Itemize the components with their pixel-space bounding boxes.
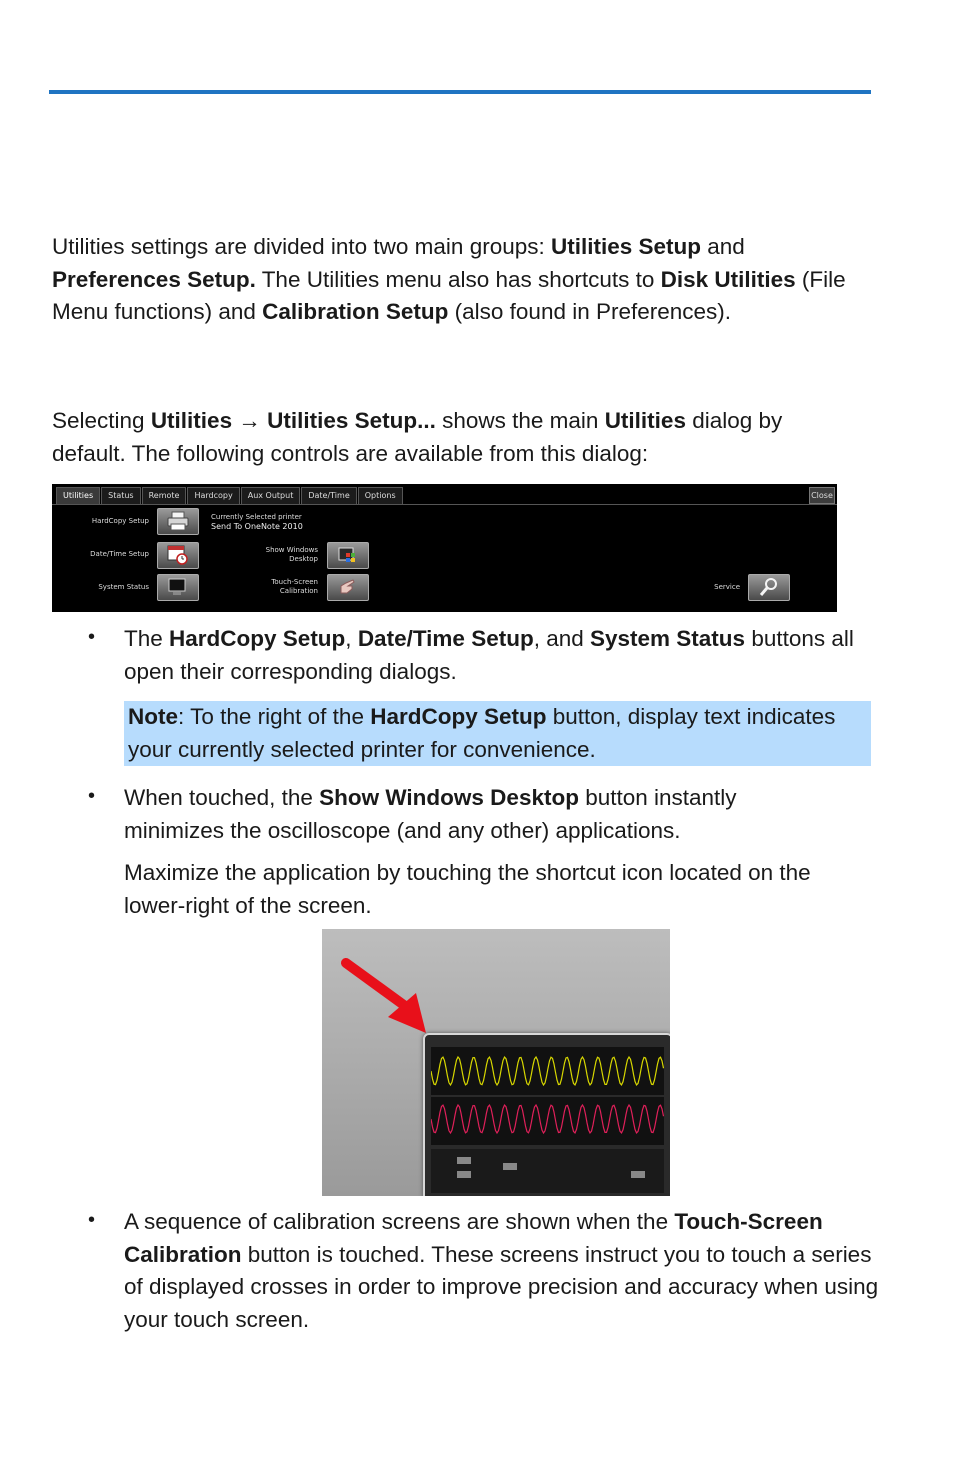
tab-divider bbox=[52, 504, 837, 505]
note-text: Note: To the right of the HardCopy Setup button, display text indicates your currently selected printer for convenience. bbox=[128, 704, 836, 762]
bullet-marker: • bbox=[88, 1209, 96, 1231]
magnifier-icon bbox=[758, 577, 780, 597]
scope-mini-button bbox=[457, 1171, 471, 1178]
bullet-marker: • bbox=[88, 626, 96, 648]
tab-aux-output[interactable]: Aux Output bbox=[241, 487, 301, 504]
scope-mini-button bbox=[503, 1163, 517, 1170]
show-desktop-label-line2: Desktop bbox=[289, 555, 318, 563]
scope-control-panel bbox=[431, 1149, 664, 1193]
utilities-dialog bbox=[52, 484, 837, 612]
touch-hand-icon bbox=[337, 577, 359, 597]
date-time-setup-label: Date/Time Setup bbox=[90, 550, 149, 558]
tab-hardcopy[interactable]: Hardcopy bbox=[187, 487, 239, 504]
calendar-clock-icon bbox=[167, 545, 189, 565]
monitor-icon bbox=[167, 577, 189, 597]
bullet-hardcopy-datetime-status: The HardCopy Setup, Date/Time Setup, and System Status buttons all open their corresponding dialogs. bbox=[124, 626, 854, 684]
touch-cal-label-line2: Calibration bbox=[279, 587, 318, 595]
touch-screen-calibration-button[interactable] bbox=[327, 574, 369, 601]
bullet-marker: • bbox=[88, 785, 96, 807]
yellow-trace bbox=[431, 1057, 664, 1085]
show-desktop-label-line1: Show Windows bbox=[265, 546, 318, 554]
hardcopy-setup-label: HardCopy Setup bbox=[91, 517, 149, 525]
tab-date-time[interactable]: Date/Time bbox=[301, 487, 356, 504]
hardcopy-setup-button[interactable] bbox=[157, 508, 199, 535]
red-arrow-icon bbox=[340, 957, 450, 1037]
tab-remote[interactable]: Remote bbox=[142, 487, 187, 504]
note-box bbox=[124, 701, 871, 766]
system-status-button[interactable] bbox=[157, 574, 199, 601]
printer-icon bbox=[167, 511, 189, 531]
bullet-touch-screen-calibration: A sequence of calibration screens are shown when the Touch-Screen Calibration button is touched. These screens instruct you to touch a series of displayed crosses in order to improve precision and accuracy when using your touch screen. bbox=[124, 1209, 879, 1332]
selecting-paragraph: Selecting Utilities → Utilities Setup... shows the main Utilities dialog by default. The following controls are available from this dialog: bbox=[52, 408, 783, 466]
close-button[interactable]: Close bbox=[809, 487, 835, 504]
touch-screen-calibration-label bbox=[252, 578, 318, 596]
printer-info bbox=[211, 512, 303, 532]
touch-cal-label-line1: Touch-Screen bbox=[271, 578, 318, 586]
dialog-tabs bbox=[56, 487, 404, 504]
tab-options[interactable]: Options bbox=[358, 487, 403, 504]
show-windows-desktop-button[interactable] bbox=[327, 542, 369, 569]
scope-mini-button bbox=[457, 1157, 471, 1164]
printer-value: Send To OneNote 2010 bbox=[211, 522, 303, 531]
service-label: Service bbox=[714, 583, 740, 591]
system-status-label: System Status bbox=[98, 583, 149, 591]
show-windows-desktop-label bbox=[252, 546, 318, 564]
scope-mini-button bbox=[631, 1171, 645, 1178]
tab-status[interactable]: Status bbox=[101, 487, 141, 504]
tab-utilities[interactable]: Utilities bbox=[56, 487, 100, 504]
header-rule bbox=[49, 90, 871, 94]
service-button[interactable] bbox=[748, 574, 790, 601]
scope-grid bbox=[431, 1047, 664, 1145]
minimized-scope-window[interactable] bbox=[423, 1033, 670, 1196]
printer-caption: Currently Selected printer bbox=[211, 513, 302, 521]
windows-desktop-icon bbox=[337, 545, 359, 565]
maximize-paragraph: Maximize the application by touching the shortcut icon located on the lower-right of the screen. bbox=[124, 860, 811, 918]
bullet-show-windows-desktop: When touched, the Show Windows Desktop button instantly minimizes the oscilloscope (and any other) applications. bbox=[124, 785, 737, 843]
desktop-screenshot bbox=[322, 929, 670, 1196]
intro-paragraph: Utilities settings are divided into two main groups: Utilities Setup and Preferences Setup. The Utilities menu also has shortcuts to Disk Utilities (File Menu functions) and Calibration Setup (also found in Preferences). bbox=[52, 234, 846, 324]
scope-traces bbox=[431, 1047, 664, 1145]
date-time-setup-button[interactable] bbox=[157, 542, 199, 569]
red-trace bbox=[431, 1105, 664, 1133]
